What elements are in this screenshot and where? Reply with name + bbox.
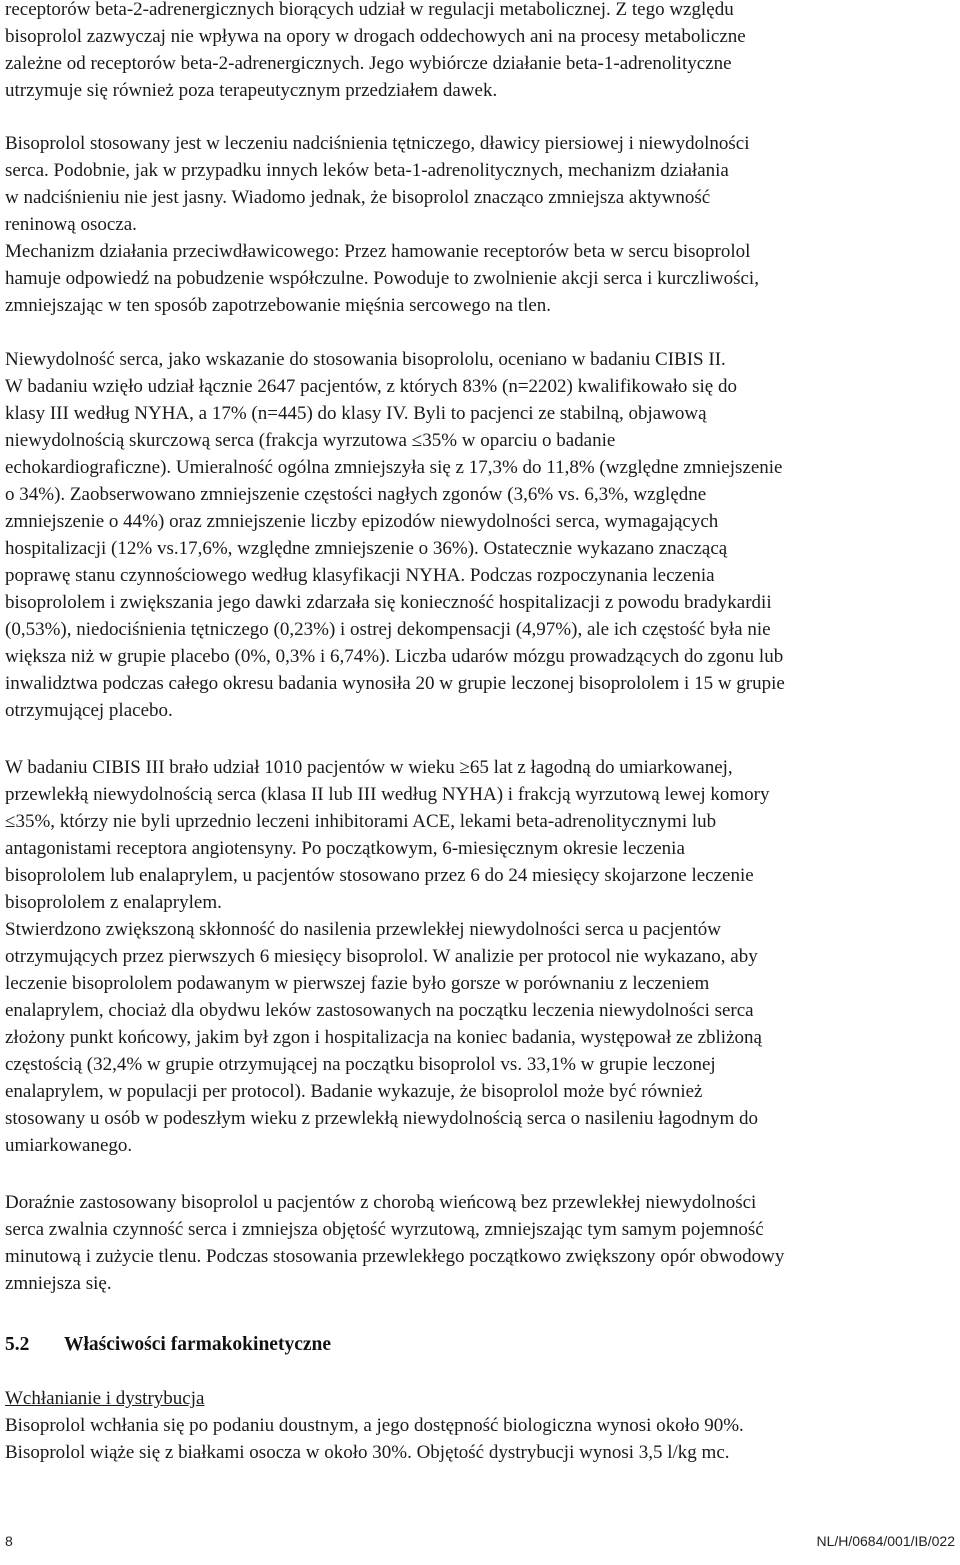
text-line: umiarkowanego.: [5, 1135, 133, 1156]
text-segment: 35% w oparciu o badanie: [422, 430, 616, 451]
text-line: hospitalizacji (12% vs.17,6%, względne zmniejszenie o 36%). Ostatecznie wykazano znaczącą: [5, 538, 728, 559]
text-line: otrzymujących przez pierwszych 6 miesięcy bisoprolol. W analizie per protocol nie wykazano, aby: [5, 946, 758, 967]
document-code: NL/H/0684/001/IB/022: [816, 1533, 955, 1549]
text-line: zmniejszając w ten sposób zapotrzebowanie mięśnia sercowego na tlen.: [5, 295, 552, 316]
text-segment: niewydolnością skurczową serca (frakcja wyrzutowa: [5, 430, 412, 451]
text-line: serca zwalnia czynność serca i zmniejsza objętość wyrzutową, zmniejszając tym samym pojemność: [5, 1219, 764, 1240]
text-line: minutową i zużycie tlenu. Podczas stosowania przewlekłego początkowo zwiększony opór obwodowy: [5, 1246, 785, 1267]
text-line: bisoprololem z enalaprylem.: [5, 892, 222, 913]
text-line: poprawę stanu czynnościowego według klasyfikacji NYHA. Podczas rozpoczynania leczenia: [5, 565, 715, 586]
text-line: Doraźnie zastosowany bisoprolol u pacjentów z chorobą wieńcową bez przewlekłej niewydolności: [5, 1192, 757, 1213]
text-line: Mechanizm działania przeciwdławicowego: Przez hamowanie receptorów beta w sercu bisoprolol: [5, 241, 751, 262]
text-line: (0,53%), niedociśnienia tętniczego (0,23%) i ostrej dekompensacji (4,97%), ale ich częstość była nie: [5, 619, 771, 640]
text-line: bisoprolol zazwyczaj nie wpływa na opory w drogach oddechowych ani na procesy metaboliczne: [5, 26, 746, 47]
text-segment: 65 lat z łagodną do umiarkowanej,: [469, 757, 733, 778]
text-line: inwalidztwa podczas całego okresu badania wynosiła 20 w grupie leczonej bisoprololem i 15 w grupie: [5, 673, 785, 694]
text-line: receptorów beta-2-adrenergicznych biorących udział w regulacji metabolicznej. Z tego względu: [5, 0, 734, 20]
text-line: przewlekłą niewydolnością serca (klasa II lub III według NYHA) i frakcją wyrzutową lewej komory: [5, 784, 770, 805]
text-line: większa niż w grupie placebo (0%, 0,3% i 6,74%). Liczba udarów mózgu prowadzących do zgonu lub: [5, 646, 784, 667]
text-line: złożony punkt końcowy, jakim był zgon i hospitalizacja na koniec badania, występował ze zbliżoną: [5, 1027, 762, 1048]
text-line: Bisoprolol stosowany jest w leczeniu nadciśnienia tętniczego, dławicy piersiowej i niewydolności: [5, 133, 750, 154]
text-line: częstością (32,4% w grupie otrzymującej na początku bisoprolol vs. 33,1% w grupie leczonej: [5, 1054, 716, 1075]
text-line: leczenie bisoprololem podawanym w pierwszej fazie było gorsze w porównaniu z leczeniem: [5, 973, 710, 994]
text-line: bisoprololem lub enalaprylem, u pacjentów stosowano przez 6 do 24 miesięcy skojarzone leczenie: [5, 865, 754, 886]
text-line: hamuje odpowiedź na pobudzenie współczulne. Powoduje to zwolnienie akcji serca i kurczliwości,: [5, 268, 759, 289]
text-line: klasy III według NYHA, a 17% (n=445) do klasy IV. Byli to pacjenci ze stabilną, objawową: [5, 403, 707, 424]
text-line: utrzymuje się również poza terapeutycznym przedziałem dawek.: [5, 80, 498, 101]
subsection-title: Wchłanianie i dystrybucja: [5, 1388, 205, 1409]
text-line: Niewydolność serca, jako wskazanie do stosowania bisoprololu, oceniano w badaniu CIBIS II.: [5, 349, 726, 370]
greater-equal-symbol: ≥: [459, 757, 470, 778]
less-equal-symbol: ≤: [411, 430, 423, 451]
text-line: zmniejszenie o 44%) oraz zmniejszenie liczby epizodów niewydolności serca, wymagających: [5, 511, 719, 532]
text-line: zmniejsza się.: [5, 1273, 112, 1294]
text-line: reninową osocza.: [5, 214, 137, 235]
text-segment: 35%, którzy nie byli uprzednio leczeni inhibitorami ACE, lekami beta-adrenolitycznymi lub: [15, 811, 717, 832]
page-number: 8: [5, 1533, 13, 1549]
text-line: w nadciśnieniu nie jest jasny. Wiadomo jednak, że bisoprolol znacząco zmniejsza aktywność: [5, 187, 711, 208]
text-line: Bisoprolol wchłania się po podaniu doustnym, a jego dostępność biologiczna wynosi około 90%.: [5, 1415, 744, 1436]
section-number: 5.2: [5, 1334, 30, 1355]
text-line: bisoprololem i zwiększania jego dawki zdarzała się konieczność hospitalizacji z powodu bradykardii: [5, 592, 772, 613]
text-line: zależne od receptorów beta-2-adrenergicznych. Jego wybiórcze działanie beta-1-adrenolityczne: [5, 53, 732, 74]
text-line: Bisoprolol wiąże się z białkami osocza w około 30%. Objętość dystrybucji wynosi 3,5 l/kg mc.: [5, 1442, 730, 1463]
section-title: Właściwości farmakokinetyczne: [64, 1334, 332, 1355]
text-line: [5, 809, 716, 835]
text-line: stosowany u osób w podeszłym wieku z przewlekłą niewydolnością serca o nasileniu łagodnym do: [5, 1108, 758, 1129]
text-line: o 34%). Zaobserwowano zmniejszenie częstości nagłych zgonów (3,6% vs. 6,3%, względne: [5, 484, 707, 505]
text-line: antagonistami receptora angiotensyny. Po początkowym, 6-miesięcznym okresie leczenia: [5, 838, 685, 859]
text-line: Stwierdzono zwiększoną skłonność do nasilenia przewlekłej niewydolności serca u pacjentów: [5, 919, 721, 940]
text-line: enalaprylem, chociaż dla obydwu leków zastosowanych na początku leczenia niewydolności serca: [5, 1000, 754, 1021]
text-line: enalaprylem, w populacji per protocol). Badanie wykazuje, że bisoprolol może być również: [5, 1081, 703, 1102]
less-equal-symbol: ≤: [5, 811, 16, 832]
text-line: otrzymującej placebo.: [5, 700, 173, 721]
text-line: [5, 428, 615, 454]
text-line: [5, 755, 733, 781]
text-line: W badaniu wzięło udział łącznie 2647 pacjentów, z których 83% (n=2202) kwalifikowało się do: [5, 376, 737, 397]
text-segment: W badaniu CIBIS III brało udział 1010 pacjentów w wieku: [5, 757, 460, 778]
text-line: echokardiograficzne). Umieralność ogólna zmniejszyła się z 17,3% do 11,8% (względne zmniejszenie: [5, 457, 783, 478]
text-line: serca. Podobnie, jak w przypadku innych leków beta-1-adrenolitycznych, mechanizm działania: [5, 160, 729, 181]
